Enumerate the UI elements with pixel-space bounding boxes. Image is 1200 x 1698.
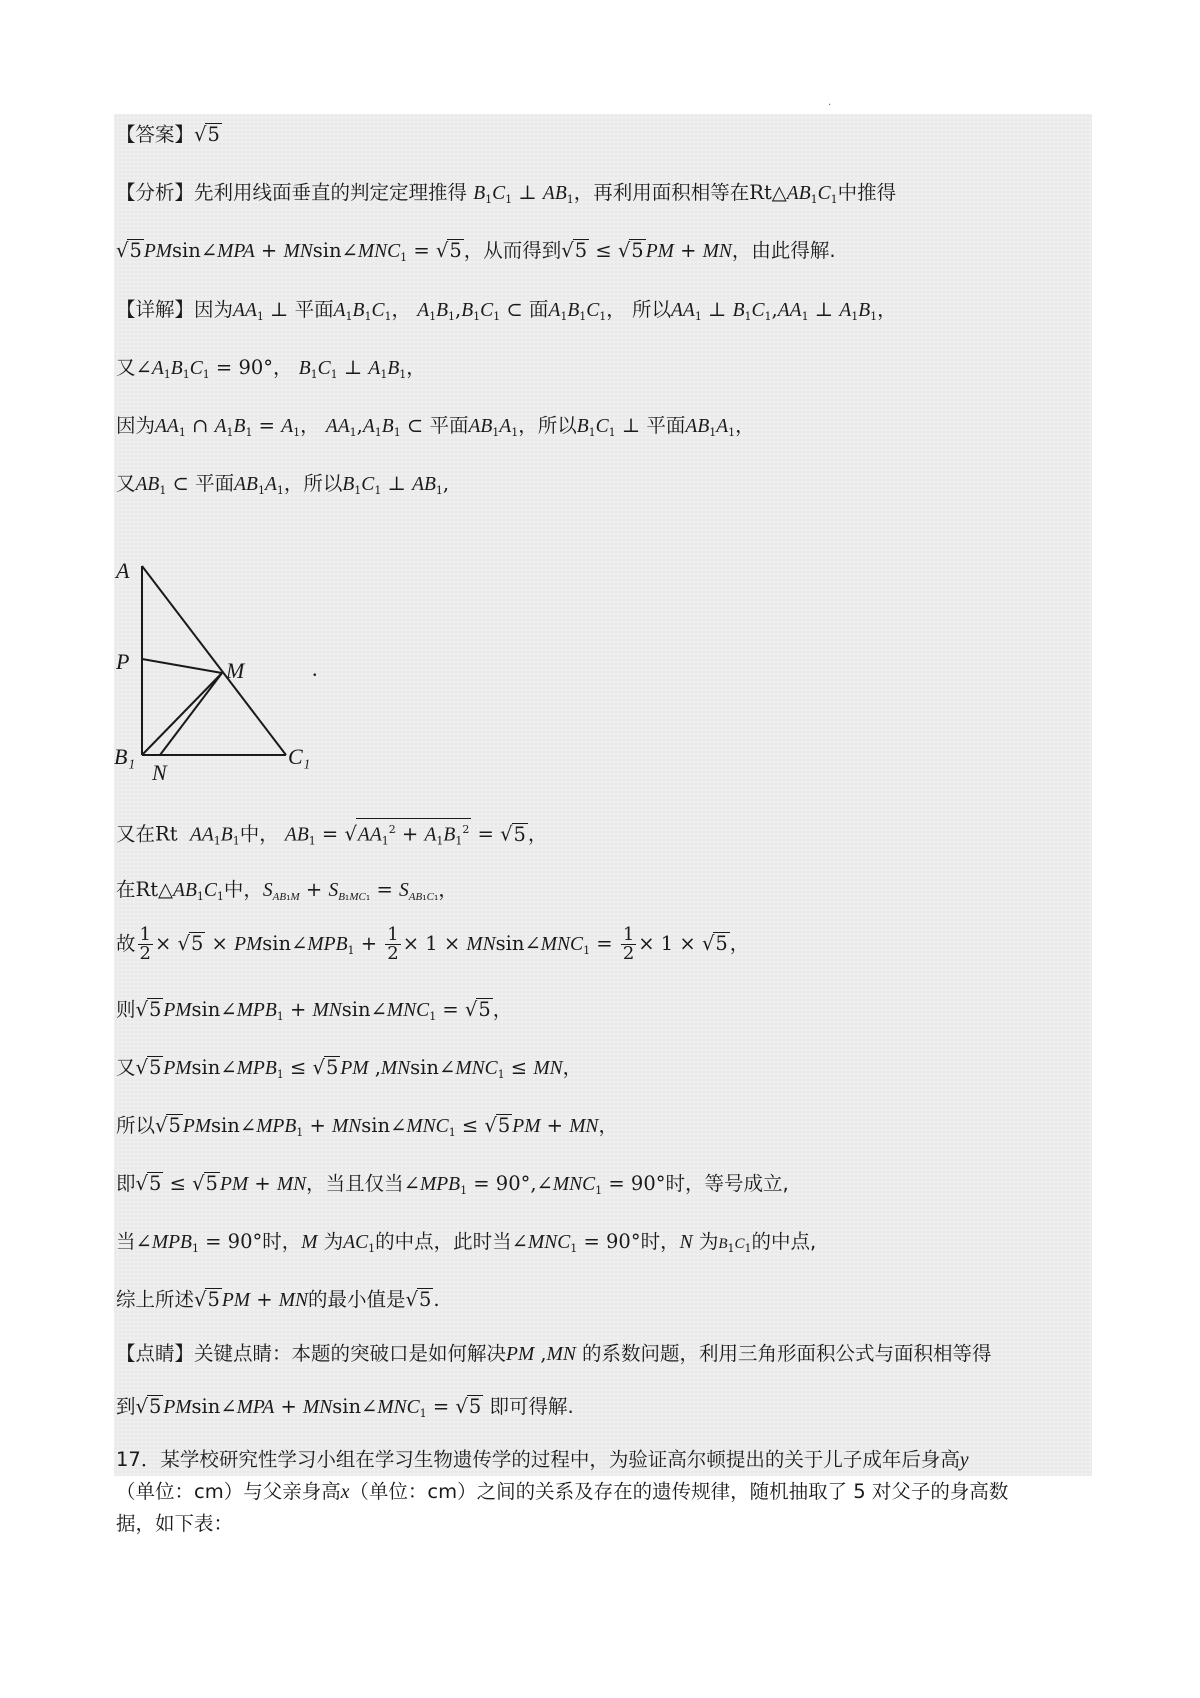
- detail-text: 平面: [429, 414, 469, 437]
- segment-NM: [160, 673, 222, 755]
- question-var-y: y: [959, 1450, 969, 1471]
- detail-text: 时，: [640, 1230, 680, 1253]
- comment-label: 【点睛】: [116, 1342, 195, 1365]
- comment-text: 的系数问题，利用三角形面积公式与面积相等得: [582, 1342, 992, 1365]
- label-A: A: [116, 558, 130, 583]
- detail-line-7: 故 $\frac{1}{2}$ × $√5 \times PMsin\angle MPB_1$ + $\frac{1}{2}$ × $1 \times MNsin\angle MNC_1$ = $\frac{1}{2}$ × 1 × √5 ，: [116, 924, 750, 964]
- detail-text: 则: [116, 998, 136, 1021]
- question-17: [116, 1444, 1102, 1539]
- label-N: N: [152, 760, 167, 785]
- detail-text: .: [433, 1288, 440, 1311]
- question-17-line-2: [116, 1476, 1102, 1508]
- detail-line-8: 则√5 $PMsin\angle MPB_1$ + $MNsin\angle MNC_1 = √5$ ，: [116, 998, 513, 1023]
- detail-text: 综上所述: [116, 1288, 195, 1311]
- analysis-text: ，从而得到: [463, 239, 562, 262]
- detail-text: 又在: [116, 822, 156, 846]
- detail-line-11: 即√5 ≤ √5 PM + MN，当且仅当$\angle MPB_1$ = $90^\circ,\angle MNC_1 = 90^\circ$时，等号成立,: [116, 1172, 789, 1197]
- analysis-line-1: 【分析】先利用线面垂直的判定定理推得 $B_1C_1$ ⊥ $AB_1$，再利用面积相等在$Rt\triangle AB_1C_1$中推得: [116, 181, 897, 206]
- label-C1: C₁: [288, 744, 311, 769]
- analysis-text: 先利用线面垂直的判定定理推得: [194, 181, 468, 204]
- analysis-label: 【分析】: [116, 181, 195, 204]
- figure-trailing-dot: .: [312, 656, 318, 681]
- answer-label: 【答案】: [116, 123, 195, 146]
- label-B1: B₁: [114, 744, 136, 769]
- detail-text: 因为: [116, 414, 156, 437]
- header-dot: ·: [828, 100, 832, 111]
- detail-text: 的中点,: [751, 1230, 817, 1253]
- comment-line-2: 到√5 PMsin∠MPA + $MNsin\angle MNC_1 = √5$ 即可得解.: [116, 1395, 574, 1420]
- answer-value: √5: [194, 123, 220, 146]
- detail-text: 面: [528, 298, 549, 321]
- detail-text: ，当且仅当: [306, 1172, 404, 1195]
- detail-text: 中，: [223, 878, 263, 901]
- segment-B1M: [142, 673, 222, 755]
- detail-line-9: 又√5 $PMsin\angle MPB_1 \le √5$ PM $,MNsin\angle MNC_1$ ≤ MN，: [116, 1056, 583, 1081]
- detail-text: 所以: [116, 1114, 156, 1137]
- detail-text: 的最小值是: [308, 1288, 406, 1311]
- question-text: （单位：cm）与父亲身高: [116, 1480, 341, 1503]
- detail-line-4: 又$AB_1$ ⊂ 平面$AB_1A_1$，所以$B_1C_1$ ⊥ $AB_1$,: [116, 472, 450, 497]
- detail-text: 平面: [646, 414, 686, 437]
- detail-line-1: 【详解】因为$AA_1$ ⊥ 平面$A_1B_1C_1$， $A_1B_1,B_1C_1$ ⊂ 面$A_1B_1C_1$， 所以$AA_1$ ⊥ $B_1C_1,AA_1$ ⊥ $A_1B_1$，: [116, 298, 897, 323]
- detail-text: 又: [116, 472, 136, 495]
- question-17-line-1: [116, 1444, 1102, 1476]
- detail-text: 平面: [294, 298, 334, 321]
- detail-text: 即: [116, 1172, 136, 1195]
- comment-text: 关键点睛：本题的突破口是如何解决: [194, 1342, 507, 1365]
- detail-text: 故: [116, 932, 136, 955]
- detail-text: ，所以: [283, 472, 343, 495]
- label-P: P: [116, 649, 130, 674]
- detail-line-2: 又$\angle A_1B_1C_1 = 90^\circ$， $B_1C_1$ ⊥ $A_1B_1$，: [116, 356, 426, 381]
- comment-line-1: 【点睛】关键点睛：本题的突破口是如何解决PM ,MN 的系数问题，利用三角形面积公式与面积相等得: [116, 1342, 992, 1365]
- answer-line: [116, 121, 222, 149]
- detail-text: 为: [323, 1230, 344, 1253]
- analysis-text: ，再利用面积相等在: [573, 181, 750, 204]
- detail-text: 平面: [195, 472, 235, 495]
- detail-text: 时，等号成立,: [665, 1172, 789, 1195]
- detail-text: 当: [116, 1230, 136, 1253]
- detail-line-5: 又在Rt $AA_1B_1$中， $AB_1 = √AA_1^2 + A_1B_1^2 = √5$ ，: [116, 818, 547, 856]
- detail-text: 的中点，此时当: [375, 1230, 512, 1253]
- detail-line-10: 所以√5 $PMsin\angle MPB_1$ + $MNsin\angle MNC_1 \le √5$ PM + MN，: [116, 1114, 618, 1139]
- detail-line-3: 因为$AA_1$ ∩ $A_1B_1 = A_1$， $AA_1,A_1B_1$ ⊂ 平面$AB_1A_1$，所以$B_1C_1$ ⊥ 平面$AB_1A_1$，: [116, 414, 755, 439]
- segment-PM: [142, 659, 222, 673]
- question-text: 17．某学校研究性学习小组在学习生物遗传学的过程中，为验证高尔顿提出的关于儿子成年后身高: [116, 1448, 960, 1471]
- detail-text: 因为: [194, 298, 234, 321]
- question-text: （单位：cm）之间的关系及存在的遗传规律，随机抽取了 5 对父子的身高数: [349, 1480, 1009, 1503]
- detail-line-13: 综上所述√5 PM + MN的最小值是√5 .: [116, 1288, 440, 1311]
- detail-text: 在: [116, 878, 136, 901]
- triangle-figure: [108, 556, 348, 796]
- label-M: M: [226, 658, 245, 683]
- comment-text: 到: [116, 1395, 136, 1418]
- analysis-text: 中推得: [837, 181, 897, 204]
- detail-label: 【详解】: [116, 298, 195, 321]
- detail-text: 为: [698, 1230, 719, 1253]
- detail-text: ，所以: [518, 414, 577, 437]
- question-var-x: x: [340, 1482, 350, 1503]
- detail-text: 又: [116, 356, 136, 379]
- detail-text: 又: [116, 1056, 136, 1079]
- detail-text: 中，: [239, 822, 279, 846]
- comment-text: 即可得解.: [489, 1395, 574, 1418]
- detail-line-12: 当$\angle MPB_1 = 90^\circ$时，M 为$AC_1$的中点，此时当$\angle MNC_1 = 90^\circ$时，N 为$B_1C_1$的中点,: [116, 1230, 817, 1255]
- edge-AC1: [142, 566, 286, 755]
- detail-text: 所以: [632, 298, 672, 321]
- question-17-line-3: 据，如下表：: [116, 1512, 234, 1535]
- analysis-text: ，由此得解.: [731, 239, 836, 262]
- detail-text: 时，: [262, 1230, 302, 1253]
- analysis-line-2: √5 PMsin∠MPA + $MNsin\angle MNC_1 = √5$ ，从而得到√5 ≤ √5 PM + MN，由此得解.: [116, 239, 836, 264]
- detail-line-6: 在$Rt\triangle AB_1C_1$中，$S_{AB_1M} + S_{B_1MC_1} = S_{AB_1C_1}$，: [116, 878, 458, 903]
